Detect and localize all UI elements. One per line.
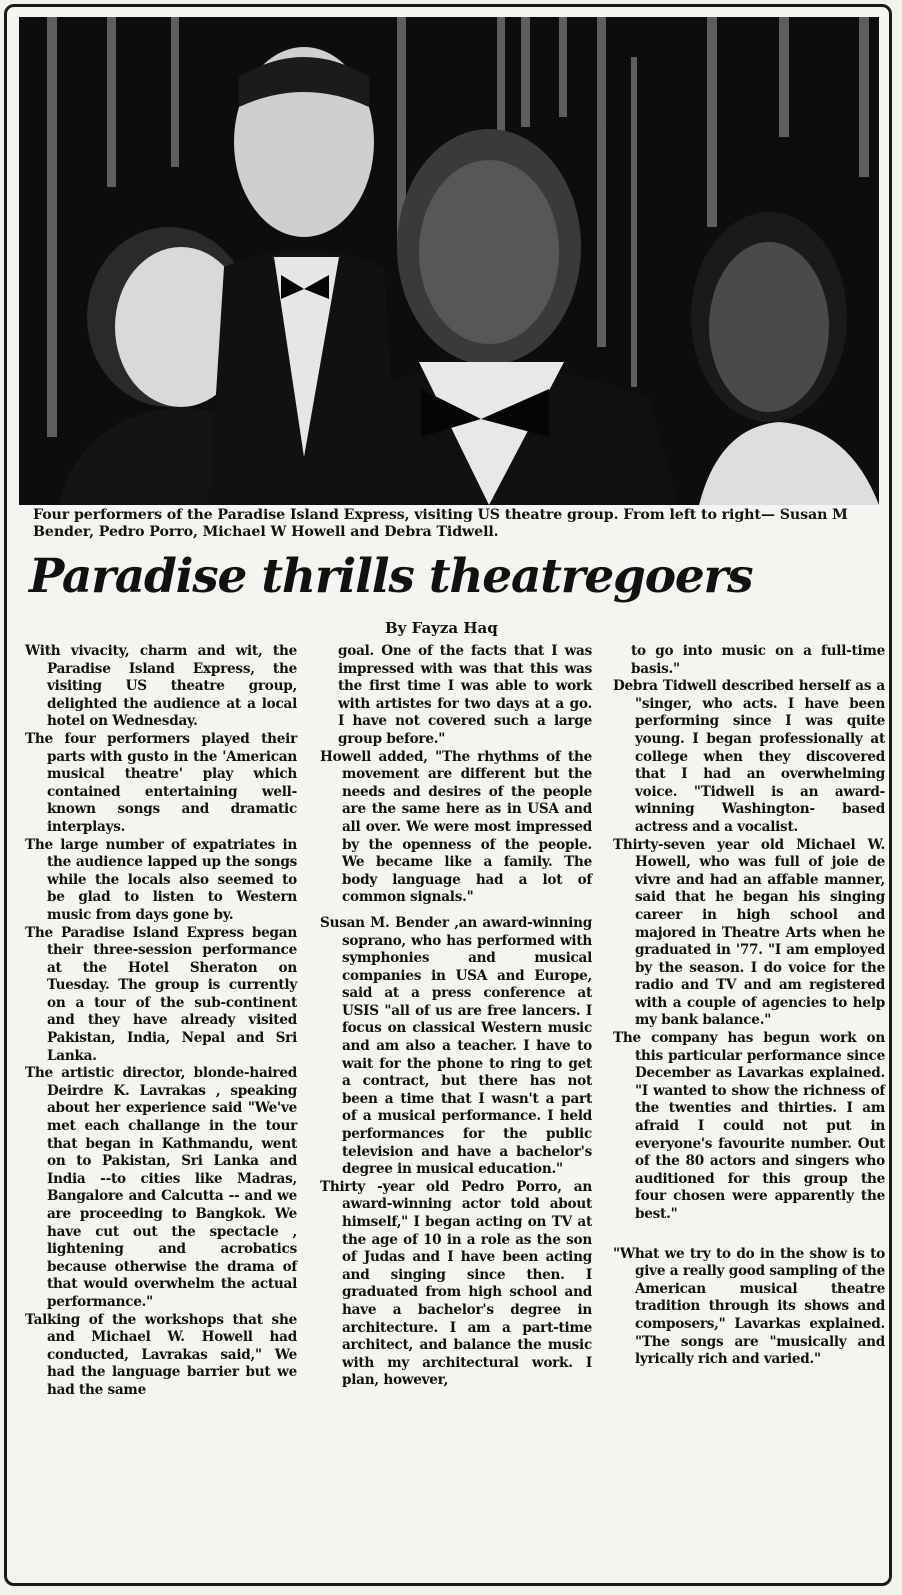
photo-caption: Four performers of the Paradise Island Express, visiting US theatre group. From left to right— Susan M Bender, Pedro Porro, Michael W Howell and Debra Tidwell. (33, 507, 848, 540)
paragraph: The Paradise Island Express began their three-session performance at the Hotel Sheraton on Tuesday. The group is currently on a tour of the sub-continent and they have already visited Pakistan, India, Nepal and Sri Lanka. (25, 924, 297, 1064)
paragraph: The artistic director, blonde-haired Deirdre K. Lavrakas , speaking about her experience said "We've met each challange in the tour that began in Kathmandu, went on to Pakistan, Sri Lanka and India --to cities like Madras, Bangalore and Calcutta -- and we are proceeding to Bangkok. We have cut out the spectacle , lightening and acrobatics because otherwise the drama of that would overwhelm the actual performance." (25, 1065, 297, 1310)
photo-illustration (19, 17, 879, 505)
paragraph: Thirty-seven year old Michael W. Howell, who was full of joie de vivre and had an affable manner, said that he began his singing career in high school and majored in Theatre Arts when he graduated in '77. "I am employed by the season. I do voice for the radio and TV and am registered with a couple of agencies to help my bank balance." (613, 836, 885, 1029)
paragraph: The four performers played their parts with gusto in the 'American musical theatre' play which contained entertaining well-known songs and dramatic interplays. (25, 730, 297, 835)
paragraph: The large number of expatriates in the audience lapped up the songs while the locals also seemed to be glad to listen to Western music from days gone by. (25, 836, 297, 923)
paragraph: goal. One of the facts that I was impressed with was that this was the first time I was able to work with artistes for two days at a go. I have not covered such a large group before." (338, 643, 592, 747)
paragraph: "What we try to do in the show is to give a really good sampling of the American musical theatre tradition through its shows and composers," Lavarkas explained. "The songs are "musically and lyrically rich and varied." (613, 1245, 885, 1368)
newspaper-clipping (4, 4, 892, 1586)
group-photo (19, 17, 879, 505)
paragraph: to go into music on a full-time basis." (631, 643, 885, 677)
paragraph: Talking of the workshops that she and Michael W. Howell had conducted, Lavrakas said," We had the language barrier but we had the same (25, 1311, 297, 1398)
article-column-2 (320, 643, 592, 1390)
byline: By Fayza Haq (385, 619, 498, 637)
paragraph: The company has begun work on this particular performance since December as Lavarkas explained. "I wanted to show the richness of the twenties and thirties. I am afraid I could not put in everyone's favourite number. Out of the 80 actors and singers who auditioned for this group the four chosen were apparently the best." (613, 1030, 885, 1222)
article-column-3 (613, 643, 885, 1369)
paragraph: With vivacity, charm and wit, the Paradise Island Express, the visiting US theatre group, delighted the audience at a local hotel on Wednesday. (25, 643, 297, 730)
paragraph: Susan M. Bender ,an award-winning soprano, who has performed with symphonies and musical companies in USA and Europe, said at a press conference at USIS "all of us are free lancers. I focus on classical Western music and am also a teacher. I have to wait for the phone to ring to get a contract, but there has not been a time that I wasn't a part of a musical performance. I held performances for the public television and have a bachelor's degree in musical education." (320, 914, 592, 1178)
paragraph: Debra Tidwell described herself as a "singer, who acts. I have been performing since I was quite young. I began professionally at college when they discovered that I had an overwhelming voice. "Tidwell is an award-winning Washington- based actress and a vocalist. (613, 678, 885, 835)
headline: Paradise thrills theatregoers (29, 549, 753, 604)
paragraph: Howell added, "The rhythms of the movement are different but the needs and desires of the people are the same here as in USA and all over. We were most impressed by the openness of the people. We became like a family. The body language had a lot of common signals." (320, 748, 592, 906)
paragraph: Thirty -year old Pedro Porro, an award-winning actor told about himself," I began acting on TV at the age of 10 in a role as the son of Judas and I have been acting and singing since then. I graduated from high school and have a bachelor's degree in architecture. I am a part-time architect, and balance the music with my architectural work. I plan, however, (320, 1178, 592, 1389)
article-column-1 (25, 643, 297, 1400)
